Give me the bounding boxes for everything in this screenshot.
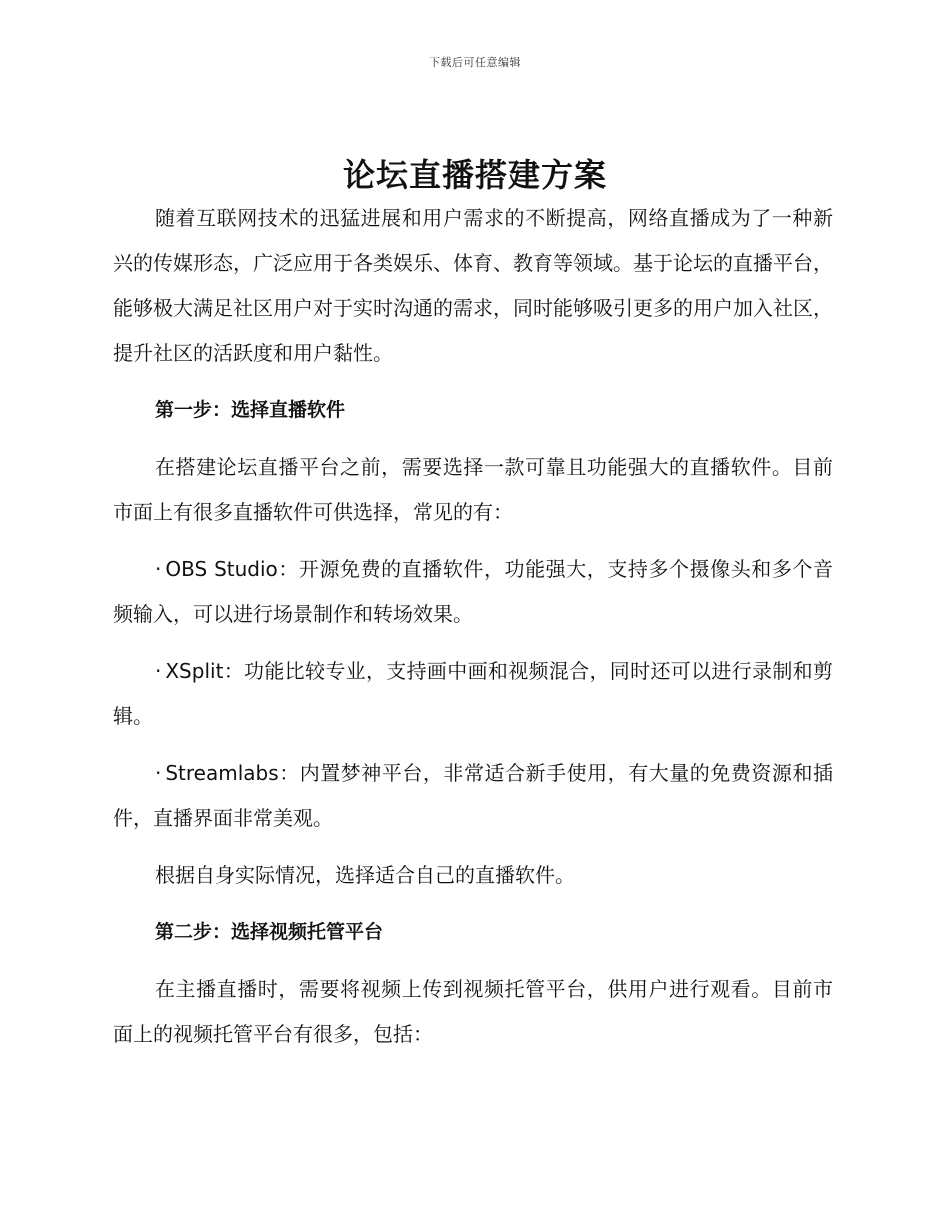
step2-paragraph: 在主播直播时，需要将视频上传到视频托管平台，供用户进行观看。目前市面上的视频托管平台有很多，包括： xyxy=(113,977,833,1046)
header-note: 下载后可任意编辑 xyxy=(429,56,521,69)
list-item-xsplit xyxy=(113,649,833,739)
list-item-obs xyxy=(113,547,833,637)
page-title: 论坛直播搭建方案 xyxy=(342,156,607,194)
bullet-icon: · xyxy=(155,659,162,683)
document-body xyxy=(113,196,833,1057)
list-item-desc: ：内置梦神平台，非常适合新手使用，有大量的免费资源和插件，直播界面非常美观。 xyxy=(113,761,833,830)
step1-paragraph: 在搭建论坛直播平台之前，需要选择一款可靠且功能强大的直播软件。目前市面上有很多直播软件可供选择，常见的有： xyxy=(113,455,833,524)
list-item-name: Streamlabs xyxy=(165,761,279,785)
step1-heading: 第一步：选择直播软件 xyxy=(155,399,346,421)
list-item-streamlabs xyxy=(113,751,833,841)
step2-heading: 第二步：选择视频托管平台 xyxy=(155,921,384,943)
intro-paragraph: 随着互联网技术的迅猛进展和用户需求的不断提高，网络直播成为了一种新兴的传媒形态，广泛应用于各类娱乐、体育、教育等领域。基于论坛的直播平台，能够极大满足社区用户对于实时沟通的需求，同时能够吸引更多的用户加入社区，提升社区的活跃度和用户黏性。 xyxy=(113,206,833,365)
list-item-desc: ：开源免费的直播软件，功能强大，支持多个摄像头和多个音频输入，可以进行场景制作和转场效果。 xyxy=(113,557,833,626)
list-item-name: OBS Studio xyxy=(165,557,278,581)
list-item-desc: ：功能比较专业，支持画中画和视频混合，同时还可以进行录制和剪辑。 xyxy=(113,659,833,728)
step1-conclusion: 根据自身实际情况，选择适合自己的直播软件。 xyxy=(155,863,575,887)
bullet-icon: · xyxy=(155,557,162,581)
list-item-name: XSplit xyxy=(165,659,224,683)
bullet-icon: · xyxy=(155,761,162,785)
